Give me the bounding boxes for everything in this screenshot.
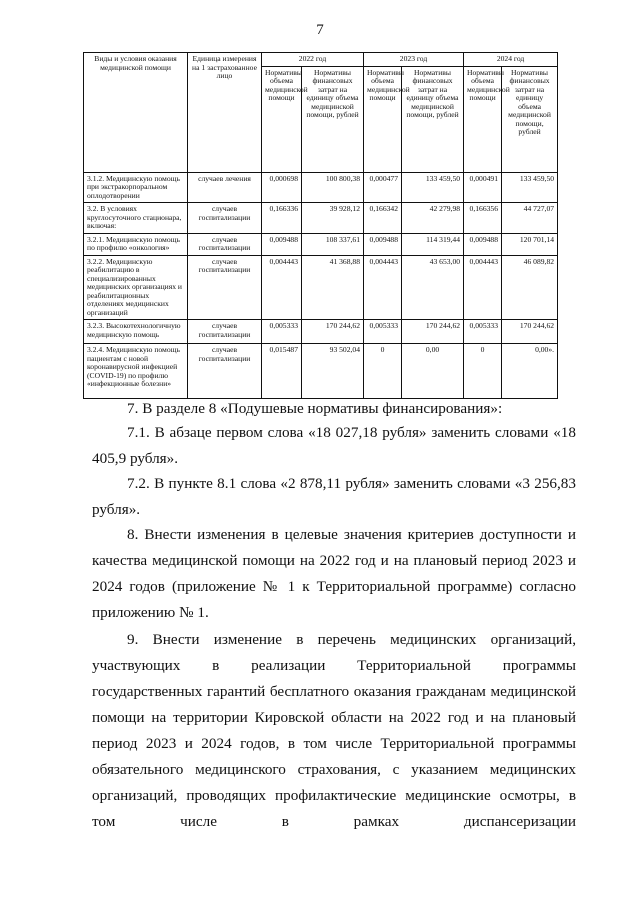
row-type: 3.2. В условиях круглосуточного стационара, включая: [84, 203, 188, 234]
row-volume-2022: 0,000698 [262, 172, 302, 203]
col-header-year-2022: 2022 год [262, 53, 364, 67]
row-volume-2024: 0,166356 [464, 203, 502, 234]
row-cost-2024: 170 244,62 [502, 320, 558, 344]
row-volume-2023: 0,009488 [364, 233, 402, 255]
row-cost-2024: 46 089,82 [502, 255, 558, 320]
paragraph-7-1: 7.1. В абзаце первом слова «18 027,18 рубля» заменить словами «18 405,9 рубля». [92, 424, 576, 467]
row-cost-2023: 170 244,62 [402, 320, 464, 344]
col-header-volume-2022: Нормативы объема медицинской помощи [262, 66, 302, 172]
paragraph-7: 7. В разделе 8 «Подушевые нормативы финансирования»: [127, 400, 503, 417]
row-cost-2023: 133 459,50 [402, 172, 464, 203]
row-unit: случаев госпитализации [188, 233, 262, 255]
row-cost-2022: 41 368,88 [302, 255, 364, 320]
row-cost-2024: 120 701,14 [502, 233, 558, 255]
row-volume-2024: 0,004443 [464, 255, 502, 320]
row-volume-2022: 0,015487 [262, 344, 302, 399]
row-cost-2024: 0,00». [502, 344, 558, 399]
row-volume-2024: 0 [464, 344, 502, 399]
row-volume-2024: 0,009488 [464, 233, 502, 255]
row-cost-2022: 39 928,12 [302, 203, 364, 234]
col-header-year-2024: 2024 год [464, 53, 558, 67]
page-number: 7 [316, 22, 324, 38]
table-row [84, 255, 558, 320]
table-row [84, 172, 558, 203]
row-volume-2024: 0,000491 [464, 172, 502, 203]
row-type: 3.1.2. Медицинскую помощь при экстракорпоральном оплодотворении [84, 172, 188, 203]
row-cost-2022: 100 800,38 [302, 172, 364, 203]
col-header-cost-2023: Нормативы финансовых затрат на единицу объема медицинской помощи, рублей [402, 66, 464, 172]
row-unit: случаев госпитализации [188, 320, 262, 344]
row-volume-2022: 0,009488 [262, 233, 302, 255]
row-volume-2023: 0 [364, 344, 402, 399]
table-row [84, 233, 558, 255]
row-unit: случаев госпитализации [188, 344, 262, 399]
row-type: 3.2.4. Медицинскую помощь пациентам с новой коронавирусной инфекцией (COVID-19) по профилю «инфекционные болезни» [84, 344, 188, 399]
row-volume-2023: 0,004443 [364, 255, 402, 320]
row-volume-2022: 0,005333 [262, 320, 302, 344]
row-type: 3.2.2. Медицинскую реабилитацию в специализированных медицинских организациях и реабилитационных отделениях медицинских организаций [84, 255, 188, 320]
table-row [84, 320, 558, 344]
row-cost-2022: 170 244,62 [302, 320, 364, 344]
row-unit: случаев лечения [188, 172, 262, 203]
row-volume-2023: 0,005333 [364, 320, 402, 344]
col-header-year-2023: 2023 год [364, 53, 464, 67]
col-header-type: Виды и условия оказания медицинской помощи [84, 53, 188, 173]
row-volume-2023: 0,166342 [364, 203, 402, 234]
row-volume-2022: 0,004443 [262, 255, 302, 320]
col-header-volume-2023: Нормативы объема медицинской помощи [364, 66, 402, 172]
paragraph-7-2: 7.2. В пункте 8.1 слова «2 878,11 рубля» заменить словами «3 256,83 рубля». [92, 475, 576, 518]
col-header-cost-2024: Нормативы финансовых затрат на единицу объема медицинской помощи, рублей [502, 66, 558, 172]
row-unit: случаев госпитализации [188, 255, 262, 320]
col-header-unit: Единица измерения на 1 застрахованное лицо [188, 53, 262, 173]
row-type: 3.2.1. Медицинскую помощь по профилю «онкология» [84, 233, 188, 255]
row-volume-2022: 0,166336 [262, 203, 302, 234]
row-type: 3.2.3. Высокотехнологичную медицинскую помощь [84, 320, 188, 344]
financing-norms-table [83, 52, 558, 399]
col-header-volume-2024: Нормативы объема медицинской помощи [464, 66, 502, 172]
row-cost-2022: 93 502,04 [302, 344, 364, 399]
row-volume-2023: 0,000477 [364, 172, 402, 203]
row-cost-2022: 108 337,61 [302, 233, 364, 255]
row-unit: случаев госпитализации [188, 203, 262, 234]
paragraph-8: 8. Внести изменения в целевые значения критериев доступности и качества медицинской помощи на 2022 год и на плановый период 2023 и 2024 годов (приложение № 1 к Территориальной программе) согласно приложению № 1. [92, 526, 576, 621]
row-cost-2024: 133 459,50 [502, 172, 558, 203]
row-volume-2024: 0,005333 [464, 320, 502, 344]
row-cost-2023: 0,00 [402, 344, 464, 399]
table-row [84, 344, 558, 399]
table-row [84, 203, 558, 234]
row-cost-2024: 44 727,07 [502, 203, 558, 234]
row-cost-2023: 114 319,44 [402, 233, 464, 255]
col-header-cost-2022: Нормативы финансовых затрат на единицу объема медицинской помощи, рублей [302, 66, 364, 172]
paragraph-9: 9. Внести изменение в перечень медицинских организаций, участвующих в реализации Территориальной программы государственных гарантий бесплатного оказания гражданам медицинской помощи на территории Кировской области на 2022 год и на плановый период 2023 и 2024 годов, в том числе Территориальной программы обязательного медицинского страхования, с указанием медицинских организаций, проводящих профилактические медицинские осмотры, в том числе в рамках диспансеризации [92, 631, 576, 830]
row-cost-2023: 42 279,98 [402, 203, 464, 234]
row-cost-2023: 43 653,00 [402, 255, 464, 320]
